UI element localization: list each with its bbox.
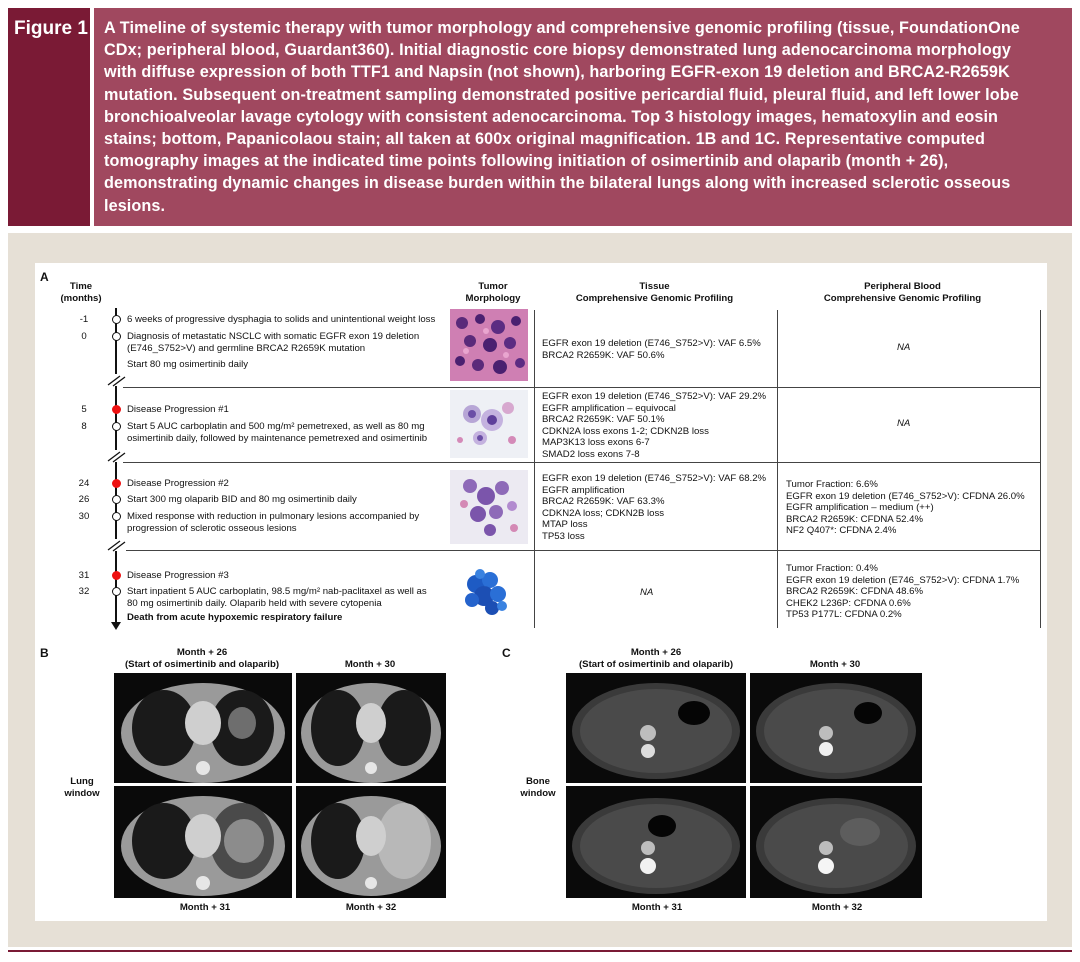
timeline-break-icon xyxy=(106,374,126,386)
timeline-event-marker xyxy=(112,587,121,596)
blood-finding: EGFR amplification – medium (++) xyxy=(786,502,934,514)
blood-cgp-cell xyxy=(786,563,1019,621)
tissue-cgp-cell xyxy=(542,391,766,461)
timeline-break-icon xyxy=(106,539,126,551)
timeline-event-text: Mixed response with reduction in pulmonary lesions accompanied by xyxy=(127,511,420,522)
month-label: 5 xyxy=(81,404,87,415)
panel-b-col1-header xyxy=(112,647,292,670)
tissue-finding: TP53 loss xyxy=(542,530,585,542)
histology-image-diagnosis xyxy=(450,309,528,381)
caption-line: demonstrating dynamic changes in disease burden within the bilateral lungs along with increased sclerotic osseous xyxy=(104,174,1011,193)
tissue-finding: EGFR exon 19 deletion (E746_S752>V): VAF 6.5% xyxy=(542,338,761,349)
timeline-event-text: progression of sclerotic osseous lesions xyxy=(127,523,297,534)
morphology-header-line: Morphology xyxy=(465,292,521,304)
tissue-finding: SMAD2 loss exons 7-8 xyxy=(542,448,640,460)
figure-caption-banner xyxy=(8,8,1072,226)
panel-b-letter: B xyxy=(40,646,49,660)
timeline-event-text: Start 5 AUC carboplatin and 500 mg/m² pemetrexed, as well as 80 mg xyxy=(127,421,425,432)
disease-progression-marker xyxy=(112,571,121,580)
timeline-event-text: Disease Progression #3 xyxy=(127,570,229,581)
tissue-finding: EGFR exon 19 deletion (E746_S752>V): VAF 68.2% xyxy=(542,473,767,484)
timeline-event-marker xyxy=(112,332,121,341)
blood-header-line: Peripheral Blood xyxy=(864,281,941,292)
bone-ct-month-32 xyxy=(750,786,922,898)
lung-ct-month-26 xyxy=(114,673,292,783)
panel-a-letter: A xyxy=(40,270,49,284)
header-line: (Start of osimertinib and olaparib) xyxy=(578,658,734,670)
timeline-event-marker xyxy=(112,422,121,431)
tissue-cgp-cell xyxy=(542,473,766,543)
month-label: 32 xyxy=(78,586,90,597)
timeline-arrow-icon xyxy=(111,622,121,630)
timeline-break-icon xyxy=(106,450,126,462)
tissue-finding: EGFR amplification xyxy=(542,484,625,496)
timeline-event-text: 6 weeks of progressive dysphagia to solids and unintentional weight loss xyxy=(127,314,436,325)
histology-image-progression-1 xyxy=(450,390,528,458)
lung-ct-month-31 xyxy=(114,786,292,898)
tissue-finding: MAP3K13 loss exons 6-7 xyxy=(542,437,650,449)
row-divider xyxy=(123,462,1040,463)
tissue-cgp-cell: NA xyxy=(640,587,654,598)
timeline-event-text: Disease Progression #1 xyxy=(127,404,229,415)
tissue-header-line: Tissue xyxy=(639,281,670,292)
tissue-finding: CDKN2A loss; CDKN2B loss xyxy=(542,507,665,519)
lung-ct-month-32 xyxy=(296,786,446,898)
timeline-event-text: Diagnosis of metastatic NSCLC with somatic EGFR exon 19 deletion xyxy=(127,331,420,342)
timeline-event-text: Start inpatient 5 AUC carboplatin, 98.5 mg/m² nab-paclitaxel as well as xyxy=(127,586,427,597)
month-label: 31 xyxy=(78,570,90,581)
blood-finding: BRCA2 R2659K: CFDNA 52.4% xyxy=(786,513,924,525)
panel-c-letter: C xyxy=(502,646,511,660)
panel-c-side-label xyxy=(510,776,566,799)
time-header xyxy=(58,281,104,304)
panel-c-col2-footer: Month + 32 xyxy=(811,902,863,913)
timeline-event-text: Start 80 mg osimertinib daily xyxy=(127,359,249,370)
lung-ct-month-30 xyxy=(296,673,446,783)
blood-cgp-cell: NA xyxy=(897,418,911,429)
bone-ct-month-30 xyxy=(750,673,922,783)
timeline-event-text: Start 300 mg olaparib BID and 80 mg osimertinib daily xyxy=(127,494,357,505)
timeline-event-marker xyxy=(112,512,121,521)
caption-line: stains; bottom, Papanicolaou stain; all taken at 600x original magnification. 1B and 1C. Representative computed xyxy=(104,130,986,149)
blood-finding: EGFR exon 19 deletion (E746_S752>V): CFDNA 1.7% xyxy=(786,574,1020,586)
side-label-line: Bone xyxy=(526,776,550,787)
column-divider xyxy=(777,310,778,628)
tissue-finding: EGFR amplification – equivocal xyxy=(542,402,676,414)
caption-line: tomography images at the indicated time points following initiation of osimertinib and olaparib (month + 26), xyxy=(104,152,949,171)
side-label-line: Lung xyxy=(70,776,94,787)
side-label-line: window xyxy=(64,787,100,799)
timeline-event-text: 80 mg osimertinib daily. Olaparib held with severe cytopenia xyxy=(127,598,382,609)
timeline-event-marker xyxy=(112,315,121,324)
blood-cgp-cell: NA xyxy=(897,342,911,353)
caption-line: lesions. xyxy=(104,196,166,215)
blood-finding: NF2 Q407*: CFDNA 2.4% xyxy=(786,525,897,537)
row-divider xyxy=(123,550,1040,551)
blood-finding: BRCA2 R2659K: CFDNA 48.6% xyxy=(786,586,924,598)
blood-header xyxy=(790,281,1015,304)
month-label: 24 xyxy=(78,478,90,489)
panel-c-col2-header: Month + 30 xyxy=(809,659,861,670)
bottom-rule xyxy=(8,950,1072,952)
caption-text xyxy=(104,17,1059,217)
column-divider xyxy=(1040,310,1041,628)
blood-finding: Tumor Fraction: 0.4% xyxy=(786,563,878,574)
panel-b-col2-footer: Month + 32 xyxy=(345,902,397,913)
header-line: Month + 26 xyxy=(630,647,682,658)
tissue-cgp-cell xyxy=(542,338,761,361)
disease-progression-marker xyxy=(112,405,121,414)
caption-line: with diffuse expression of both TTF1 and Napsin (not shown), harboring EGFR-exon 19 deletion and BRCA2-R2659K xyxy=(104,63,1010,82)
month-label: 8 xyxy=(81,421,87,432)
panel-b-side-label xyxy=(52,776,112,799)
morphology-header-line: Tumor xyxy=(478,281,508,292)
panel-c-col1-header xyxy=(566,647,746,670)
timeline-event-text: osimertinib daily, followed by maintenance pemetrexed and osimertinib xyxy=(127,433,428,444)
disease-progression-marker xyxy=(112,479,121,488)
side-label-line: window xyxy=(520,787,556,799)
blood-finding: TP53 P177L: CFDNA 0.2% xyxy=(786,609,902,621)
blood-finding: Tumor Fraction: 6.6% xyxy=(786,479,878,490)
month-label: -1 xyxy=(79,314,89,325)
blood-finding: EGFR exon 19 deletion (E746_S752>V): CFDNA 26.0% xyxy=(786,490,1025,502)
figure-label: Figure 1 xyxy=(8,8,90,226)
tissue-finding: BRCA2 R2659K: VAF 50.1% xyxy=(542,414,665,426)
caption-line: bronchioalveolar lavage cytology with consistent adenocarcinoma. Top 3 histology images, hematoxylin and eosin xyxy=(104,107,999,126)
tissue-finding: BRCA2 R2659K: VAF 50.6% xyxy=(542,349,665,361)
caption-separator xyxy=(90,8,94,226)
bone-ct-month-26 xyxy=(566,673,746,783)
time-header-unit: (months) xyxy=(60,292,102,304)
morphology-header xyxy=(447,281,539,304)
timeline-event-text: (E746_S752>V) and germline BRCA2 R2659K mutation xyxy=(127,343,366,354)
tissue-finding: MTAP loss xyxy=(542,519,588,531)
header-line: Month + 26 xyxy=(176,647,228,658)
cytology-image-progression-3 xyxy=(454,560,518,620)
tissue-header-line: Comprehensive Genomic Profiling xyxy=(575,292,734,304)
month-label: 26 xyxy=(78,494,90,505)
histology-image-progression-2 xyxy=(450,470,528,544)
caption-line: A Timeline of systemic therapy with tumor morphology and comprehensive genomic profiling (tissue, FoundationOne xyxy=(104,19,1020,37)
caption-line: mutation. Subsequent on-treatment sampling demonstrated positive pericardial fluid, pleural fluid, and left lower lobe xyxy=(104,85,1019,104)
column-divider xyxy=(534,310,535,628)
month-label: 0 xyxy=(81,331,87,342)
blood-cgp-cell xyxy=(786,479,1025,537)
panel-b-col1-footer: Month + 31 xyxy=(179,902,231,913)
panel-b-col2-header: Month + 30 xyxy=(344,659,396,670)
row-divider xyxy=(123,387,1040,388)
bone-ct-month-31 xyxy=(566,786,746,898)
tissue-finding: EGFR exon 19 deletion (E746_S752>V): VAF 29.2% xyxy=(542,391,767,402)
caption-line: CDx; peripheral blood, Guardant360). Initial diagnostic core biopsy demonstrated lung adenocarcinoma morphology xyxy=(104,41,1011,60)
tissue-header xyxy=(552,281,757,304)
header-line: (Start of osimertinib and olaparib) xyxy=(124,658,280,670)
month-label: 30 xyxy=(78,511,90,522)
timeline-event-marker xyxy=(112,495,121,504)
timeline-event-text: Disease Progression #2 xyxy=(127,478,229,489)
timeline-event-text: Death from acute hypoxemic respiratory failure xyxy=(127,612,343,623)
tissue-finding: BRCA2 R2659K: VAF 63.3% xyxy=(542,496,665,508)
time-header-label: Time xyxy=(69,281,93,292)
panel-c-col1-footer: Month + 31 xyxy=(631,902,683,913)
tissue-finding: CDKN2A loss exons 1-2; CDKN2B loss xyxy=(542,425,709,437)
blood-header-line: Comprehensive Genomic Profiling xyxy=(823,292,982,304)
blood-finding: CHEK2 L236P: CFDNA 0.6% xyxy=(786,597,911,609)
